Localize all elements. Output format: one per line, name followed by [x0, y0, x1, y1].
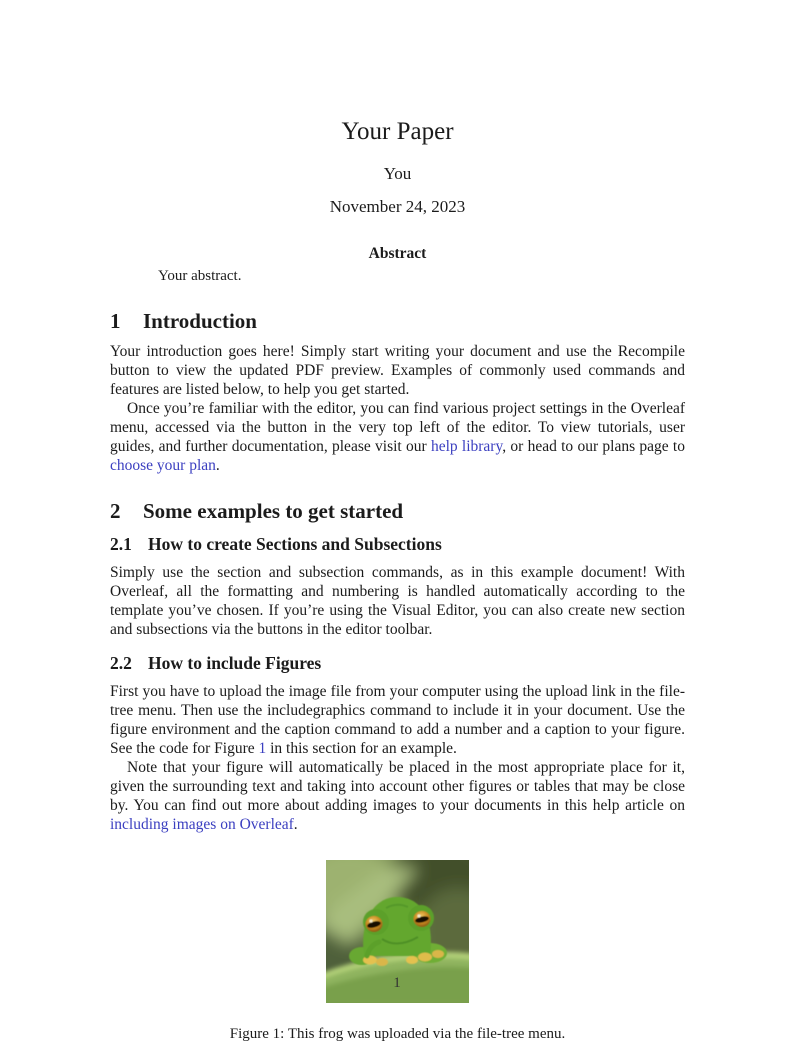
section-2-title: Some examples to get started — [143, 499, 404, 523]
section-1-heading — [110, 309, 685, 334]
section-2-number: 2 — [110, 499, 121, 523]
link-figure-1-ref[interactable]: 1 — [258, 740, 267, 757]
intro-paragraph-1: Your introduction goes here! Simply start writing your document and use the Recompile button to view the updated PDF preview. Examples of commonly used commands and features are listed below, to help you get started. — [110, 343, 685, 398]
document-body — [110, 0, 685, 1043]
text-run: Once you’re familiar with the editor, you can find various project settings in the Overleaf menu, accessed via the button in the very top left of the editor. To view tutorials, user guides, and further documentation, please visit our — [110, 400, 685, 455]
subsection-2-1-heading — [110, 534, 685, 555]
abstract-heading: Abstract — [368, 245, 427, 262]
text-run: in this section for an example. — [266, 740, 457, 757]
section-2-heading — [110, 499, 685, 524]
page-number: 1 — [393, 975, 401, 991]
paper-date: November 24, 2023 — [329, 197, 466, 216]
subsection-2-2-title: How to include Figures — [148, 653, 322, 673]
text-run: First you have to upload the image file from your computer using the upload link in the file-tree menu. Then use the includegraphics command to include it in your document. Use the figure environment and the caption command to add a number and a caption to your figure. See the code for Figure — [110, 683, 685, 757]
intro-paragraph-2 — [110, 399, 685, 475]
section-1-title: Introduction — [143, 309, 257, 333]
section-1-number: 1 — [110, 309, 121, 333]
text-run: Note that your figure will automatically be placed in the most appropriate place for it, given the surrounding text and taking into account other figures or tables that may be close by. You can find out more about adding images to your documents in this help article on — [110, 759, 685, 814]
subsection-2-1-number: 2.1 — [110, 534, 132, 554]
link-including-images-overleaf[interactable]: including images on Overleaf — [110, 816, 294, 833]
sections-paragraph: Simply use the section and subsection commands, as in this example document! With Overleaf, all the formatting and numbering is handled automatically according to the template you’ve chosen. If you’re using the Visual Editor, you can also create new section and subsections via the buttons in the editor toolbar. — [110, 564, 685, 638]
subsection-2-2-number: 2.2 — [110, 653, 132, 673]
figure-caption: Figure 1: This frog was uploaded via the file-tree menu. — [229, 1026, 566, 1042]
link-help-library[interactable]: help library — [430, 438, 503, 455]
figures-paragraph-1 — [110, 682, 685, 758]
text-run: . — [293, 816, 298, 833]
paper-title: Your Paper — [341, 118, 454, 145]
subsection-2-1-title: How to create Sections and Subsections — [148, 534, 442, 554]
link-choose-your-plan[interactable]: choose your plan — [110, 457, 216, 474]
text-run: . — [215, 457, 220, 474]
text-run: , or head to our plans page to — [502, 438, 685, 455]
paper-author: You — [383, 164, 412, 183]
figures-paragraph-2 — [110, 758, 685, 834]
subsection-2-2-heading — [110, 653, 685, 674]
abstract-text: Your abstract. — [158, 268, 242, 284]
figure-1 — [110, 860, 685, 1043]
